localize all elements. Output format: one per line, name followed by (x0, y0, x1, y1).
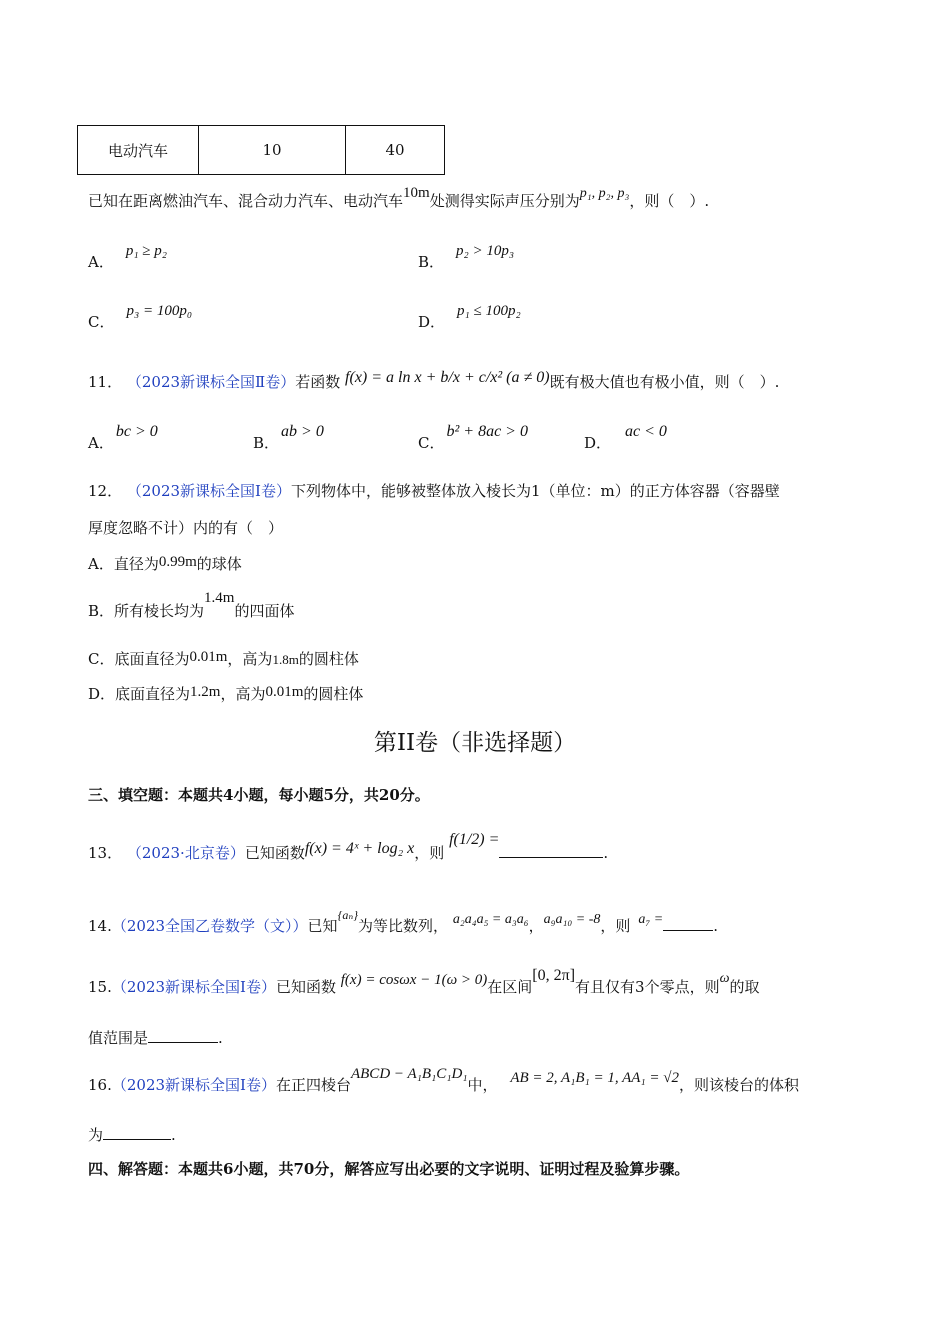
option-text: ，高为 (220, 685, 266, 703)
option-math: ac < 0 (625, 423, 667, 440)
q16-solid: ABCD − A₁B₁C₁D₁ (350, 1066, 468, 1082)
option-text: 的圆柱体 (303, 685, 364, 703)
question-source: （2023新课标全国Ⅰ卷） (111, 978, 276, 996)
q16-line2: 为 (88, 1126, 104, 1144)
q12-stem-line2: 厚度忽略不计）内的有（ ） (88, 519, 284, 537)
option-letter: C． (88, 313, 115, 331)
q11-option-a (88, 423, 158, 453)
option-value: 1.8m (272, 652, 299, 667)
option-letter: A． (88, 434, 114, 452)
q12-option-d (88, 683, 363, 704)
question-number: 15. (88, 978, 112, 996)
q13-end: . (603, 844, 609, 862)
question-source: （2023全国乙卷数学（文）） (111, 917, 308, 935)
q11-post: 既有极大值也有极小值，则（ ）. (549, 373, 780, 391)
option-text: 的圆柱体 (298, 650, 359, 668)
option-math: p₁ ≥ p₂ (125, 243, 168, 259)
option-letter: B． (88, 602, 115, 620)
q11-option-c (418, 423, 528, 453)
q15-line2: 值范围是 (88, 1029, 149, 1047)
option-letter: A． (88, 253, 114, 271)
option-math: p₃ = 100p₀ (126, 303, 193, 319)
q15-stem-line2 (88, 1027, 223, 1048)
option-text: 直径为 (113, 555, 159, 573)
option-letter: A． (88, 555, 114, 573)
q11-formula: f(x) = a ln x + b/x + c/x² (a ≠ 0) (345, 369, 550, 386)
question-source: （2023新课标全国Ⅰ卷） (126, 482, 291, 500)
option-value: 0.01m (189, 649, 228, 665)
option-letter: D． (418, 313, 446, 331)
option-text: 所有棱长均为 (114, 602, 205, 620)
option-letter: D． (584, 434, 612, 452)
q15-mid: 在区间 (487, 978, 533, 996)
question-number: 13． (88, 844, 123, 862)
option-value: 1.2m (190, 684, 221, 700)
q11-option-b (253, 423, 324, 453)
option-letter: C． (418, 434, 445, 452)
q14-mid2: ，则 (600, 917, 631, 935)
question-source: （2023新课标全国Ⅰ卷） (111, 1076, 276, 1094)
option-text: 的球体 (196, 555, 242, 573)
q13-mid: ，则 (414, 844, 445, 862)
q10-option-c (88, 303, 193, 332)
q16-pre: 在正四棱台 (275, 1076, 351, 1094)
option-math: b² + 8ac > 0 (446, 423, 528, 440)
table-cell-value2: 40 (346, 126, 445, 175)
question-number: 16. (88, 1076, 112, 1094)
answer-blank[interactable] (103, 1125, 171, 1140)
q12-line1: 下列物体中，能够被整体放入棱长为1（单位：m）的正方体容器（容器壁 (290, 482, 780, 500)
option-letter: C． (88, 650, 115, 668)
q13-stem (88, 831, 609, 863)
q12-option-c (88, 648, 359, 669)
q15-interval: [0, 2π] (532, 967, 576, 984)
q10-stem-pre: 已知在距离燃油汽车、混合动力汽车、电动汽车 (88, 192, 404, 210)
option-text: ，高为 (227, 650, 273, 668)
question-source: （2023新课标全国Ⅱ卷） (126, 373, 296, 391)
q15-formula: f(x) = cosωx − 1(ω > 0) (340, 972, 488, 988)
question-number: 14. (88, 917, 112, 935)
q10-stem-mid: 处测得实际声压分别为 (429, 192, 580, 210)
q16-end: . (171, 1126, 176, 1144)
q13-pre: 已知函数 (244, 844, 305, 862)
q14-sequence: {aₙ} (337, 908, 359, 922)
q14-cond2: a₉a₁₀ = -8 (543, 912, 601, 927)
q16-stem-line1 (88, 1066, 800, 1095)
q14-cond1: a₂a₄a₅ = a₃a₆ (452, 912, 529, 927)
q16-post: ，则该棱台的体积 (679, 1076, 800, 1094)
table-cell-value1: 10 (199, 126, 346, 175)
q16-cond: AB = 2, A₁B₁ = 1, AA₁ = √2 (510, 1070, 680, 1086)
q16-stem-line2 (88, 1124, 176, 1145)
option-text: 底面直径为 (114, 650, 190, 668)
option-value: 0.99m (158, 554, 197, 570)
q12-stem-line1 (88, 480, 780, 501)
answer-blank[interactable] (663, 916, 713, 931)
q10-stem (88, 185, 710, 211)
option-letter: D． (88, 685, 116, 703)
q11-pre: 若函数 (295, 373, 341, 391)
data-table (77, 125, 445, 175)
q11-stem (88, 371, 779, 392)
option-value: 0.01m (265, 684, 304, 700)
q10-option-b (418, 243, 515, 272)
q14-sep: ， (528, 917, 544, 935)
q15-stem-line1 (88, 967, 760, 997)
q13-formula: f(x) = 4ˣ + log₂ x (304, 840, 415, 857)
part4-header: 四、解答题：本题共6小题，共70分，解答应写出必要的文字说明、证明过程及验算步骤。 (88, 1160, 690, 1178)
question-number: 12． (88, 482, 123, 500)
q15-post: 的取 (729, 978, 760, 996)
q10-vars: p₁, p₂, p₃ (579, 186, 630, 201)
question-source: （2023·北京卷） (126, 844, 245, 862)
q15-mid2: 有且仅有3个零点，则 (575, 978, 720, 996)
q14-ask: a₇ = (638, 912, 664, 927)
q14-mid: 为等比数列， (358, 917, 449, 935)
table-row (78, 126, 445, 175)
q14-end: . (713, 917, 718, 935)
q12-option-b (88, 590, 295, 621)
q10-distance: 10m (403, 185, 430, 201)
q16-mid: 中， (467, 1076, 498, 1094)
option-math: p₂ > 10p₃ (456, 243, 515, 259)
option-math: bc > 0 (115, 423, 158, 440)
option-letter: B． (253, 434, 280, 452)
q10-option-d (418, 303, 521, 332)
option-text: 的四面体 (234, 602, 295, 620)
option-letter: B． (418, 253, 445, 271)
q15-pre: 已知函数 (275, 978, 336, 996)
q14-stem (88, 908, 718, 936)
q15-omega: ω (719, 971, 730, 986)
q11-option-d (584, 423, 667, 453)
q10-option-a (88, 243, 168, 272)
table-cell-label: 电动汽车 (78, 126, 199, 175)
option-value: 1.4m (204, 590, 235, 606)
option-math: ab > 0 (281, 423, 324, 440)
question-number: 11． (88, 373, 123, 391)
q13-ask: f(1/2) = (449, 831, 500, 848)
part3-header: 三、填空题：本题共4小题，每小题5分，共20分。 (88, 786, 430, 804)
q15-end: . (218, 1029, 223, 1047)
option-math: p₁ ≤ 100p₂ (457, 303, 521, 319)
q10-stem-post: ，则（ ）. (629, 192, 710, 210)
answer-blank[interactable] (499, 843, 603, 858)
q12-option-a (88, 553, 242, 574)
section-title: 第II卷（非选择题） (373, 730, 577, 756)
q14-pre: 已知 (307, 917, 338, 935)
answer-blank[interactable] (148, 1028, 218, 1043)
option-text: 底面直径为 (115, 685, 191, 703)
